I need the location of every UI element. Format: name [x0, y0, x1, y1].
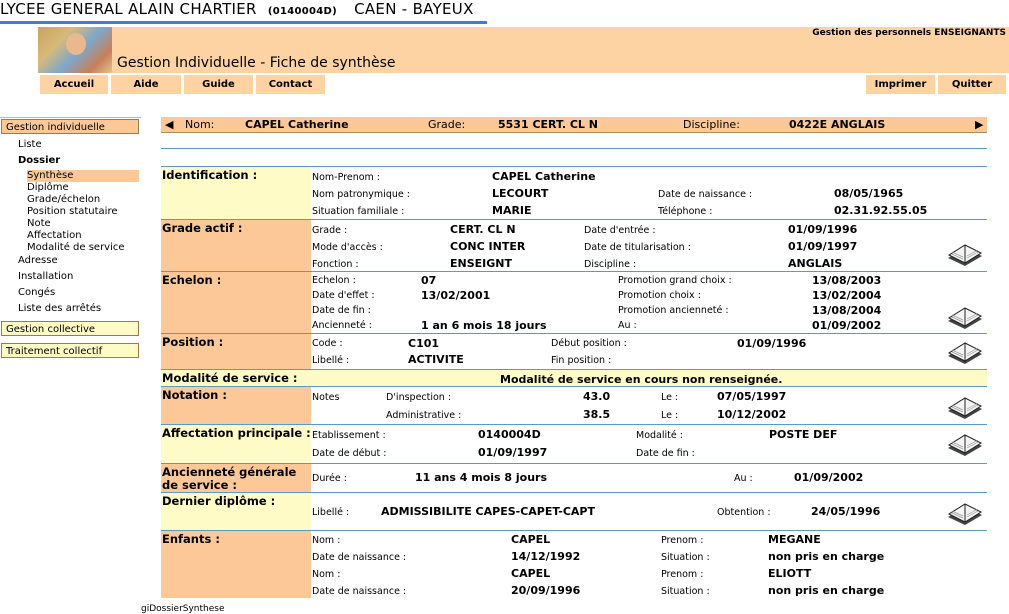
- footer-text: giDossierSynthese: [141, 604, 225, 614]
- section-title: Affectation principale :: [161, 425, 311, 463]
- book-icon[interactable]: [946, 501, 984, 527]
- field-value: non pris en charge: [768, 550, 885, 563]
- book-icon[interactable]: [946, 340, 984, 366]
- field-value: 01/09/1996: [737, 337, 807, 350]
- field-value: POSTE DEF: [769, 428, 838, 441]
- contact-button[interactable]: Contact: [256, 75, 325, 94]
- sidebar-traitement-collectif[interactable]: Traitement collectif: [1, 343, 139, 358]
- sidebar-sub-affectation[interactable]: Affectation: [27, 230, 82, 241]
- sidebar-item-liste-arretes[interactable]: Liste des arrêtés: [18, 303, 102, 314]
- topbar-discipline: 0422E ANGLAIS: [789, 118, 886, 131]
- topbar-nom-label: Nom:: [185, 118, 215, 131]
- modalite-text: Modalité de service en cours non renseignée.: [500, 373, 783, 386]
- school-city: CAEN - BAYEUX: [354, 0, 474, 18]
- field-label: Administrative :: [386, 410, 462, 421]
- prev-arrow-icon[interactable]: ◀: [165, 118, 174, 131]
- field-label: Prenom :: [661, 569, 704, 580]
- field-value: 38.5: [583, 408, 611, 421]
- field-label: Date d'effet :: [312, 290, 375, 301]
- section-title: Notation :: [161, 387, 311, 424]
- agent-summary-bar: [161, 117, 987, 133]
- sidebar-sub-modalite[interactable]: Modalité de service: [27, 242, 125, 253]
- field-label: Date de fin :: [312, 305, 371, 316]
- section-title: Enfants :: [161, 531, 311, 598]
- sidebar-sub-diplome[interactable]: Diplôme: [27, 182, 69, 193]
- book-icon[interactable]: [946, 305, 984, 331]
- field-label: Au :: [734, 473, 753, 484]
- field-value: ENSEIGNT: [450, 257, 512, 270]
- field-label: Fonction :: [312, 259, 359, 270]
- field-label: Durée :: [312, 473, 347, 484]
- topbar-grade-label: Grade:: [428, 118, 466, 131]
- field-value: CAPEL: [511, 533, 551, 546]
- banner-right-title: Gestion des personnels ENSEIGNANTS: [812, 28, 1006, 38]
- field-label: Libellé :: [312, 507, 350, 518]
- field-value: 43.0: [583, 390, 611, 403]
- field-label: Date de début :: [312, 448, 387, 459]
- field-value: 01/09/1996: [788, 223, 858, 236]
- page-title: Gestion Individuelle - Fiche de synthèse: [117, 55, 396, 71]
- section-title: Dernier diplôme :: [161, 493, 311, 530]
- section-title: Position :: [161, 334, 311, 369]
- sidebar-item-adresse[interactable]: Adresse: [18, 255, 58, 266]
- field-value: CONC INTER: [450, 240, 526, 253]
- field-label: Nom-Prenom :: [312, 172, 381, 183]
- field-label: Grade :: [312, 225, 348, 236]
- field-value: ELIOTT: [768, 567, 812, 580]
- field-value: 14/12/1992: [511, 550, 581, 563]
- field-label: Date de naissance :: [312, 552, 407, 563]
- field-label: Début position :: [551, 338, 627, 349]
- field-label: Discipline :: [584, 259, 637, 270]
- field-value: ACTIVITE: [408, 353, 464, 366]
- field-value: 13/08/2003: [812, 274, 882, 287]
- section-title: Ancienneté générale de service :: [161, 464, 311, 492]
- field-label: Le :: [661, 410, 679, 421]
- sidebar-sub-synthese[interactable]: Synthèse: [27, 170, 139, 182]
- section-echelon: [161, 272, 987, 333]
- section-affectation: [161, 425, 987, 463]
- book-icon[interactable]: [946, 432, 984, 458]
- school-header: [0, 0, 474, 18]
- field-label: Téléphone :: [658, 206, 713, 217]
- aide-button[interactable]: Aide: [111, 75, 181, 94]
- field-label: Situation familiale :: [312, 206, 405, 217]
- section-modalite: [161, 370, 987, 386]
- field-value: 01/09/1997: [478, 446, 548, 459]
- field-label: Libellé :: [312, 355, 350, 366]
- accueil-button[interactable]: Accueil: [40, 75, 108, 94]
- field-value: 0140004D: [478, 428, 541, 441]
- banner-photo: [38, 27, 112, 73]
- field-label: Ancienneté :: [312, 320, 372, 331]
- field-value: MARIE: [492, 204, 532, 217]
- field-label: D'inspection :: [386, 392, 452, 403]
- sidebar-separator: [0, 117, 141, 118]
- section-notation: [161, 387, 987, 424]
- section-title: Identification :: [161, 167, 311, 219]
- sidebar-gestion-collective[interactable]: Gestion collective: [1, 321, 139, 336]
- field-label: Etablissement :: [312, 430, 386, 441]
- field-value: 01/09/2002: [794, 471, 864, 484]
- field-label: Notes: [312, 392, 340, 403]
- sidebar-item-liste[interactable]: Liste: [18, 139, 42, 150]
- guide-button[interactable]: Guide: [184, 75, 253, 94]
- field-label: Promotion grand choix :: [618, 275, 732, 286]
- section-identification: [161, 167, 987, 219]
- section-enfants: [161, 531, 987, 598]
- field-value: ADMISSIBILITE CAPES-CAPET-CAPT: [381, 505, 595, 518]
- field-value: non pris en charge: [768, 584, 885, 597]
- sidebar-item-conges[interactable]: Congés: [18, 287, 56, 298]
- field-label: Nom :: [312, 569, 341, 580]
- field-value: 07/05/1997: [717, 390, 787, 403]
- field-label: Nom :: [312, 535, 341, 546]
- field-label: Obtention :: [717, 507, 771, 518]
- school-code: (0140004D): [267, 6, 338, 17]
- section-title: Modalité de service :: [161, 370, 987, 386]
- field-label: Modalité :: [636, 430, 683, 441]
- field-value: 11 ans 4 mois 8 jours: [415, 471, 548, 484]
- field-value: MEGANE: [768, 533, 821, 546]
- separator: [161, 148, 987, 149]
- topbar-discipline-label: Discipline:: [683, 118, 740, 131]
- section-position: [161, 334, 987, 369]
- field-value: 01/09/2002: [812, 319, 882, 332]
- book-icon[interactable]: [946, 242, 984, 268]
- field-label: Au :: [618, 320, 637, 331]
- field-value: 20/09/1996: [511, 584, 581, 597]
- topbar-grade: 5531 CERT. CL N: [498, 118, 598, 131]
- sidebar-sub-note[interactable]: Note: [27, 218, 51, 229]
- header-underline: [0, 21, 487, 24]
- quitter-button[interactable]: Quitter: [938, 75, 1006, 94]
- field-label: Code :: [312, 338, 343, 349]
- field-label: Prenom :: [661, 535, 704, 546]
- field-label: Date de naissance :: [312, 586, 407, 597]
- sidebar-item-dossier[interactable]: Dossier: [18, 155, 61, 166]
- field-label: Promotion ancienneté :: [618, 305, 729, 316]
- field-label: Date d'entrée :: [584, 225, 656, 236]
- sidebar-sub-grade-echelon[interactable]: Grade/échelon: [27, 194, 101, 205]
- field-value: 13/02/2004: [812, 289, 882, 302]
- field-label: Situation :: [661, 586, 710, 597]
- section-diplome: [161, 493, 987, 530]
- field-label: Mode d'accès :: [312, 242, 383, 253]
- field-label: Fin position :: [551, 355, 612, 366]
- field-value: 08/05/1965: [834, 187, 904, 200]
- field-label: Nom patronymique :: [312, 189, 410, 200]
- field-label: Promotion choix :: [618, 290, 701, 301]
- section-title: Echelon :: [161, 272, 311, 333]
- field-value: 13/08/2004: [812, 304, 882, 317]
- topbar-nom: CAPEL Catherine: [245, 118, 349, 131]
- field-label: Le :: [661, 392, 679, 403]
- next-arrow-icon[interactable]: ▶: [975, 118, 984, 131]
- field-label: Echelon :: [312, 275, 356, 286]
- section-anciennete: [161, 464, 987, 492]
- field-value: CERT. CL N: [450, 223, 516, 236]
- field-label: Situation :: [661, 552, 710, 563]
- field-value: LECOURT: [492, 187, 549, 200]
- field-value: CAPEL Catherine: [492, 170, 596, 183]
- field-label: Date de naissance :: [658, 189, 753, 200]
- school-name: LYCEE GENERAL ALAIN CHARTIER: [0, 0, 257, 18]
- field-value: 01/09/1997: [788, 240, 858, 253]
- field-value: 10/12/2002: [717, 408, 787, 421]
- field-value: 02.31.92.55.05: [834, 204, 928, 217]
- field-value: CAPEL: [511, 567, 551, 580]
- section-title: Grade actif :: [161, 220, 311, 271]
- field-value: 1 an 6 mois 18 jours: [421, 319, 547, 332]
- field-value: ANGLAIS: [788, 257, 843, 270]
- book-icon[interactable]: [946, 395, 984, 421]
- imprimer-button[interactable]: Imprimer: [866, 75, 935, 94]
- field-value: 07: [421, 274, 437, 287]
- field-value: 13/02/2001: [421, 289, 491, 302]
- sidebar-sub-position[interactable]: Position statutaire: [27, 206, 118, 217]
- field-label: Date de titularisation :: [584, 242, 691, 253]
- sidebar-gestion-individuelle[interactable]: Gestion individuelle: [1, 119, 139, 134]
- sidebar-item-installation[interactable]: Installation: [18, 271, 74, 282]
- section-grade: [161, 220, 987, 271]
- field-label: Date de fin :: [636, 448, 695, 459]
- field-value: C101: [408, 337, 440, 350]
- field-value: 24/05/1996: [811, 505, 881, 518]
